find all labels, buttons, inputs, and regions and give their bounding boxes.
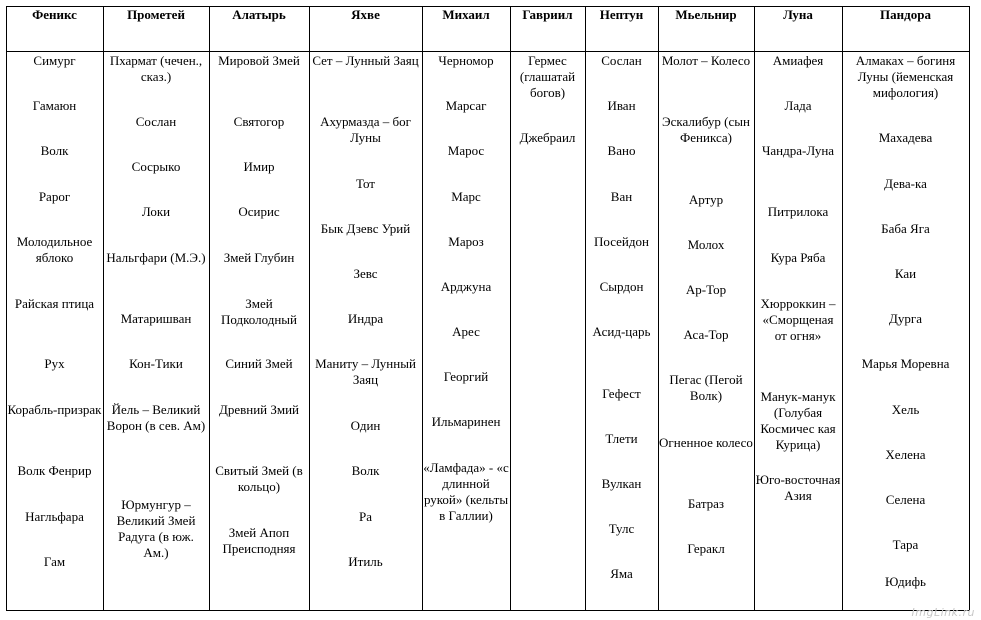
table-cell: Зевс [353, 266, 378, 281]
table-cell: Георгий [443, 369, 489, 384]
table-cell: Сосрыко [131, 159, 181, 174]
table-cell: Алмаках – богиня Луны (йеменская мифология) [855, 53, 956, 100]
table-cell: Синий Змей [225, 356, 293, 371]
table-cell: Нальгфари (М.Э.) [106, 250, 206, 265]
table-cell: Батраз [687, 496, 725, 511]
column-pandora [842, 6, 969, 611]
table-cell: Тлети [605, 431, 638, 446]
table-cell: Рух [44, 356, 65, 371]
table-cell: Баба Яга [881, 221, 930, 236]
table-cell: Гамаюн [32, 98, 77, 113]
table-cell: Волк Фенрир [17, 463, 92, 478]
table-cell: Кура Ряба [770, 250, 826, 265]
table-cell: Гефест [602, 386, 641, 401]
table-cell: Марья Моревна [861, 356, 950, 371]
column-luna [754, 6, 842, 611]
table-cell: Огненное колесо [659, 435, 753, 450]
column-header: Яхве [351, 7, 380, 22]
column-alatyr [209, 6, 309, 611]
table-cell: Змей Апоп Преисподняя [222, 525, 296, 556]
table-cell: Джебраил [519, 130, 576, 145]
table-cell: Святогор [233, 114, 285, 129]
table-cell: Чандра-Луна [761, 143, 835, 158]
column-neptun [585, 6, 658, 611]
table-cell: Итиль [348, 554, 383, 569]
table-cell: Нагльфара [25, 509, 84, 524]
table-cell: Арджуна [440, 279, 492, 294]
table-cell: Иван [607, 98, 636, 113]
table-cell: Ван [610, 189, 633, 204]
table-cell: Древний Змий [218, 402, 300, 417]
table-cell: Матаришван [120, 311, 192, 326]
table-cell: Сослан [601, 53, 642, 68]
table-cell: Гермес (глашатай богов) [519, 53, 576, 100]
table-cell: «Ламфада» - «с длинной рукой» (кельты в Галлии) [423, 460, 509, 523]
table-cell: Дурга [889, 311, 922, 326]
table-cell: Ахурмазда – бог Луны [320, 114, 411, 145]
table-cell: Хюрроккин – «Сморщеная от огня» [760, 296, 836, 343]
table-cell: Дева-ка [884, 176, 927, 191]
table-cell: Пегас (Пегой Волк) [669, 372, 743, 403]
table-cell: Вано [607, 143, 636, 158]
table-cell: Тулс [608, 521, 635, 536]
table-cell: Индра [347, 311, 384, 326]
table-cell: Сослан [135, 114, 177, 129]
column-header: Луна [783, 7, 813, 22]
table-cell: Марос [447, 143, 485, 158]
column-header: Мьельнир [675, 7, 737, 22]
table-cell: Осирис [238, 204, 280, 219]
table-cell: Посейдон [594, 234, 649, 249]
table-cell: Хелена [885, 447, 926, 462]
watermark: ImgLink.ru [911, 606, 975, 619]
table-cell: Амиафея [772, 53, 824, 68]
column-header: Гавриил [522, 7, 573, 22]
column-header: Михаил [442, 7, 490, 22]
table-cell: Имир [243, 159, 275, 174]
table-cell: Артур [688, 192, 724, 207]
table-cell: Свитый Змей (в кольцо) [215, 463, 303, 494]
table-cell: Змей Глубин [223, 250, 295, 265]
table-cell: Бык Дзевс Урий [320, 221, 411, 236]
column-header: Пандора [880, 7, 931, 22]
table-cell: Каи [894, 266, 917, 281]
table-cell: Арес [452, 324, 480, 339]
table-cell: Асид-царь [592, 324, 651, 339]
table-cell: Хель [891, 402, 920, 417]
table-cell: Змей Подколодный [221, 296, 297, 327]
table-cell: Мароз [448, 234, 484, 249]
column-header: Нептун [599, 7, 644, 22]
table-cell: Лада [784, 98, 812, 113]
column-header: Прометей [127, 7, 185, 22]
table-cell: Тара [892, 537, 919, 552]
table-cell: Марсаг [445, 98, 487, 113]
table-cell: Ра [359, 509, 372, 524]
table-cell: Молодильное яблоко [16, 234, 93, 265]
table-cell: Манук-манук (Голубая Космичес кая Курица) [760, 389, 836, 452]
column-feniks [6, 6, 103, 611]
table-cell: Геракл [687, 541, 725, 556]
table-cell: Вулкан [601, 476, 642, 491]
table-cell: Юго-восточная Азия [755, 472, 841, 503]
table-cell: Юдифь [885, 574, 926, 589]
column-yahve [309, 6, 422, 611]
table-cell: Рарог [38, 189, 71, 204]
table-cell: Черномор [438, 53, 494, 68]
table-cell: Гам [43, 554, 66, 569]
table-cell: Ильмаринен [431, 414, 501, 429]
table-cell: Корабль-призрак [7, 402, 102, 417]
table-cell: Махадева [878, 130, 933, 145]
table-cell: Волк [40, 143, 69, 158]
column-mihail [422, 6, 510, 611]
table-cell: Молох [687, 237, 725, 252]
table-cell: Юрмунгур – Великий Змей Радуга (в юж. Ам.) [116, 497, 196, 560]
column-header: Алатырь [232, 7, 286, 22]
column-header: Феникс [32, 7, 77, 22]
table-cell: Сырдон [599, 279, 644, 294]
table-cell: Симург [33, 53, 76, 68]
table-cell: Яма [610, 566, 633, 581]
table-cell: Марс [451, 189, 481, 204]
table-cell: Аса-Тор [683, 327, 729, 342]
mythology-table [6, 6, 969, 611]
table-cell: Молот – Колесо [661, 53, 751, 68]
table-cell: Райская птица [14, 296, 95, 311]
table-cell: Селена [885, 492, 926, 507]
table-cell: Волк [351, 463, 380, 478]
table-cell: Сет – Лунный Заяц [312, 53, 419, 68]
table-cell: Питрилока [767, 204, 829, 219]
table-cell: Тот [356, 176, 375, 191]
column-gavriil [510, 6, 585, 611]
table-cell: Эскалибур (сын Феникса) [662, 114, 750, 145]
table-cell: Локи [141, 204, 171, 219]
table-cell: Кон-Тики [129, 356, 183, 371]
table-cell: Мировой Змей [218, 53, 300, 68]
column-mjolnir [658, 6, 754, 611]
table-cell: Пхармат (чечен., сказ.) [109, 53, 203, 84]
table-cell: Йель – Великий Ворон (в сев. Ам) [106, 402, 206, 433]
table-cell: Ар-Тор [685, 282, 727, 297]
column-prometey [103, 6, 209, 611]
table-cell: Один [350, 418, 381, 433]
table-cell: Маниту – Лунный Заяц [315, 356, 416, 387]
